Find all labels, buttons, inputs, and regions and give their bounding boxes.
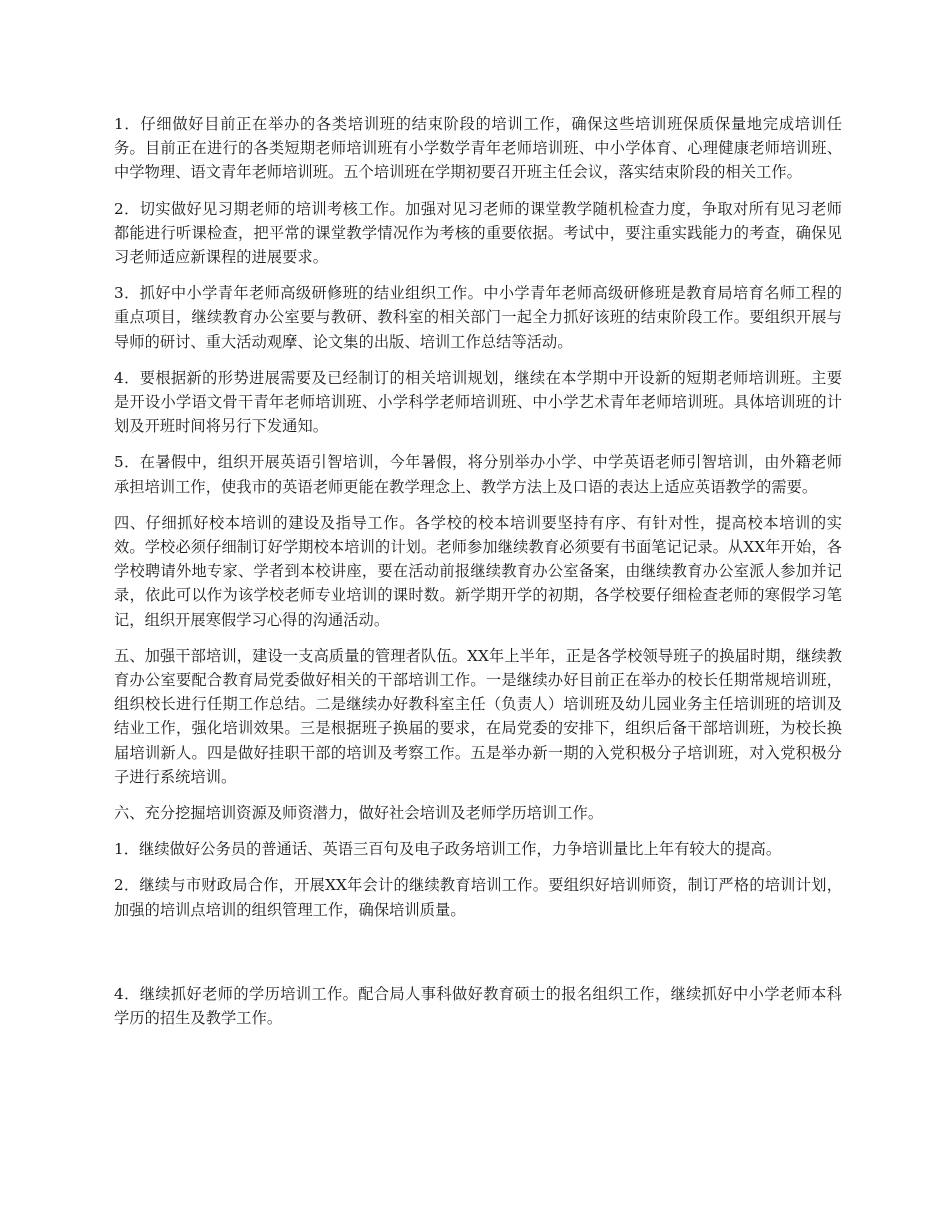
paragraph-9: 1．继续做好公务员的普通话、英语三百句及电子政务培训工作，力争培训量比上年有较大的提高。 <box>114 840 782 859</box>
document-body <box>114 112 842 1042</box>
blank-gap <box>114 934 842 982</box>
paragraph-3: 3．抓好中小学青年老师高级研修班的结业组织工作。中小学青年老师高级研修班是教育局培育名师工程的重点项目，继续教育办公室要与教研、教科室的相关部门一起全力抓好该班的结束阶段工作。要组织开展与导师的研讨、重大活动观摩、论文集的出版、培训工作总结等活动。 <box>114 284 842 351</box>
paragraph-7: 五、加强干部培训，建设一支高质量的管理者队伍。XX年上半年，正是各学校领导班子的换届时期，继续教育办公室要配合教育局党委做好相关的干部培训工作。一是继续办好目前正在举办的校长任期常规培训班，组织校长进行任期工作总结。二是继续办好教科室主任（负责人）培训班及幼儿园业务主任培训班的培训及结业工作，强化培训效果。三是根据班子换届的要求，在局党委的安排下，组织后备干部培训班，为校长换届培训新人。四是做好挂职干部的培训及考察工作。五是举办新一期的入党积极分子培训班，对入党积极分子进行系统培训。 <box>114 646 842 786</box>
paragraph-5: 5．在暑假中，组织开展英语引智培训，今年暑假，将分别举办小学、中学英语老师引智培训，由外籍老师承担培训工作，使我市的英语老师更能在教学理念上、教学方法上及口语的表达上适应英语教学的需要。 <box>114 453 842 496</box>
paragraph-8: 六、充分挖掘培训资源及师资潜力，做好社会培训及老师学历培训工作。 <box>114 804 604 823</box>
paragraph-1: 1．仔细做好目前正在举办的各类培训班的结束阶段的培训工作，确保这些培训班保质保量地完成培训任务。目前正在进行的各类短期老师培训班有小学数学青年老师培训班、中小学体育、心理健康老师培训班、中学物理、语文青年老师培训班。五个培训班在学期初要召开班主任会议，落实结束阶段的相关工作。 <box>114 115 842 182</box>
paragraph-4: 4．要根据新的形势进展需要及已经制订的相关培训规划，继续在本学期中开设新的短期老师培训班。主要是开设小学语文骨干青年老师培训班、小学科学老师培训班、中小学艺术青年老师培训班。具体培训班的计划及开班时间将另行下发通知。 <box>114 368 842 436</box>
paragraph-2: 2．切实做好见习期老师的培训考核工作。加强对见习老师的课堂教学随机检查力度，争取对所有见习老师都能进行听课检查，把平常的课堂教学情况作为考核的重要依据。考试中，要注重实践能力的考查，确保见习老师适应新课程的进展要求。 <box>114 199 842 267</box>
paragraph-10: 2．继续与市财政局合作，开展XX年会计的继续教育培训工作。要组织好培训师资，制订严格的培训计划，加强的培训点培训的组织管理工作，确保培训质量。 <box>114 876 842 919</box>
paragraph-6: 四、仔细抓好校本培训的建设及指导工作。各学校的校本培训要坚持有序、有针对性，提高校本培训的实效。学校必须仔细制订好学期校本培训的计划。老师参加继续教育必须要有书面笔记记录。从XX年开始，各学校聘请外地专家、学者到本校讲座，要在活动前报继续教育办公室备案，由继续教育办公室派人参加并记录，依此可以作为该学校老师专业培训的课时数。新学期开学的初期，各学校要仔细检查老师的寒假学习笔记，组织开展寒假学习心得的沟通活动。 <box>114 513 842 629</box>
paragraph-last: 4．继续抓好老师的学历培训工作。配合局人事科做好教育硕士的报名组织工作，继续抓好中小学老师本科学历的招生及教学工作。 <box>114 984 842 1028</box>
